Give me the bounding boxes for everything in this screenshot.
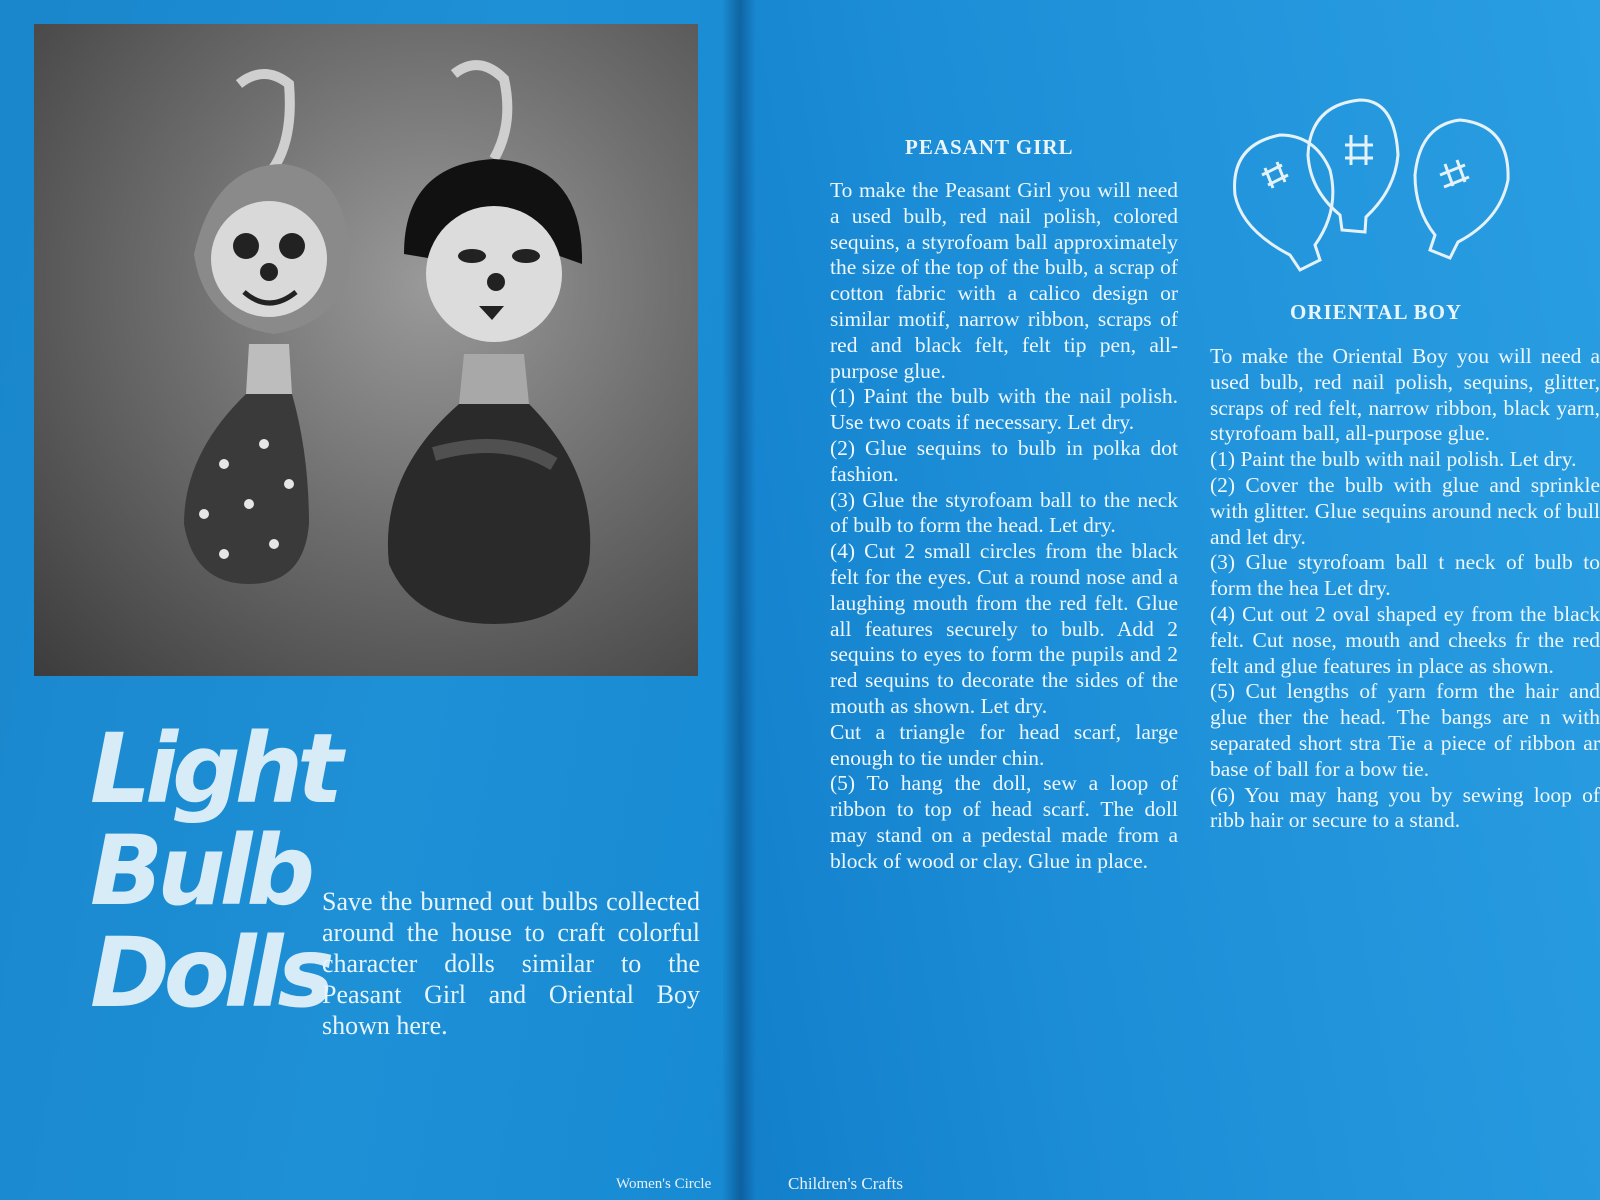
instruction-paragraph: (6) You may hang you by sewing loop of ribb hair or secure to a stand.	[1210, 782, 1600, 833]
left-page	[0, 0, 740, 1200]
title-line-light: Light	[90, 713, 338, 825]
intro-text: Save the burned out bulbs collected around the house to craft colorful character dolls similar to the Peasant Girl and Oriental Boy shown here.	[322, 887, 700, 1040]
peasant-girl-heading: PEASANT GIRL	[905, 135, 1074, 159]
book-gutter	[722, 0, 756, 1200]
instruction-paragraph: (3) Glue styrofoam ball t neck of bulb to form the hea Let dry.	[1210, 550, 1600, 601]
instruction-paragraph: (2) Cover the bulb with glue and sprinkle with glitter. Glue sequins around neck of bull and let dry.	[1210, 472, 1600, 549]
instruction-paragraph: (4) Cut out 2 oval shaped ey from the black felt. Cut nose, mouth and cheeks fr the red felt and glue features in place as shown.	[1210, 601, 1600, 678]
oriental-boy-heading: ORIENTAL BOY	[1290, 300, 1463, 324]
instruction-paragraph: (1) Paint the bulb with the nail polish. Use two coats if necessary. Let dry.	[830, 384, 1178, 435]
instruction-paragraph: Cut a triangle for head scarf, large enough to tie under chin.	[830, 719, 1178, 770]
instruction-paragraph: (2) Glue sequins to bulb in polka dot fashion.	[830, 435, 1178, 486]
instruction-paragraph: (5) To hang the doll, sew a loop of ribbon to top of head scarf. The doll may stand on a pedestal made from a block of wood or clay. Glue in place.	[830, 771, 1178, 873]
peasant-girl-instructions	[830, 178, 1178, 875]
instruction-paragraph: (3) Glue the styrofoam ball to the neck of bulb to form the head. Let dry.	[830, 487, 1178, 538]
oriental-boy-instructions	[1210, 344, 1600, 834]
instruction-paragraph: (1) Paint the bulb with nail polish. Let dry.	[1210, 447, 1577, 472]
left-footer: Women's Circle	[616, 1176, 712, 1192]
bulb-icon-right	[1415, 120, 1508, 258]
light-bulbs-illustration	[1220, 80, 1540, 280]
title-line-dolls: Dolls	[90, 917, 329, 1029]
oriental-boy-doll	[388, 65, 590, 624]
article-title	[90, 713, 350, 1029]
title-line-bulb: Bulb	[90, 815, 310, 927]
bulb-icon-center	[1308, 100, 1398, 232]
bulb-icon-left	[1235, 135, 1333, 270]
peasant-girl-doll	[184, 74, 349, 584]
right-footer: Children's Crafts	[788, 1174, 903, 1193]
instruction-paragraph: To make the Peasant Girl you will need a used bulb, red nail polish, colored sequins, a styrofoam ball approximately the size of the top of the bulb, a scrap of cotton fabric with a calico design or similar motif, narrow ribbon, scraps of red and black felt, felt tip pen, all-purpose glue.	[830, 178, 1178, 383]
instruction-paragraph: (4) Cut 2 small circles from the black felt for the eyes. Cut a round nose and a laughing mouth from the red felt. Glue all features securely to bulb. Add 2 sequins to eyes to form the pupils and 2 red sequins to decorate the sides of the mouth as shown. Let dry.	[830, 539, 1178, 718]
doll-photo	[34, 24, 698, 676]
instruction-paragraph: To make the Oriental Boy you will need a used bulb, red nail polish, sequins, glitter, scraps of red felt, narrow ribbon, black yarn, styrofoam ball, all-purpose glue.	[1210, 344, 1600, 446]
instruction-paragraph: (5) Cut lengths of yarn form the hair and glue ther the head. The bangs are n with separated short stra Tie a piece of ribbon ar base of ball for a bow tie.	[1210, 679, 1600, 781]
